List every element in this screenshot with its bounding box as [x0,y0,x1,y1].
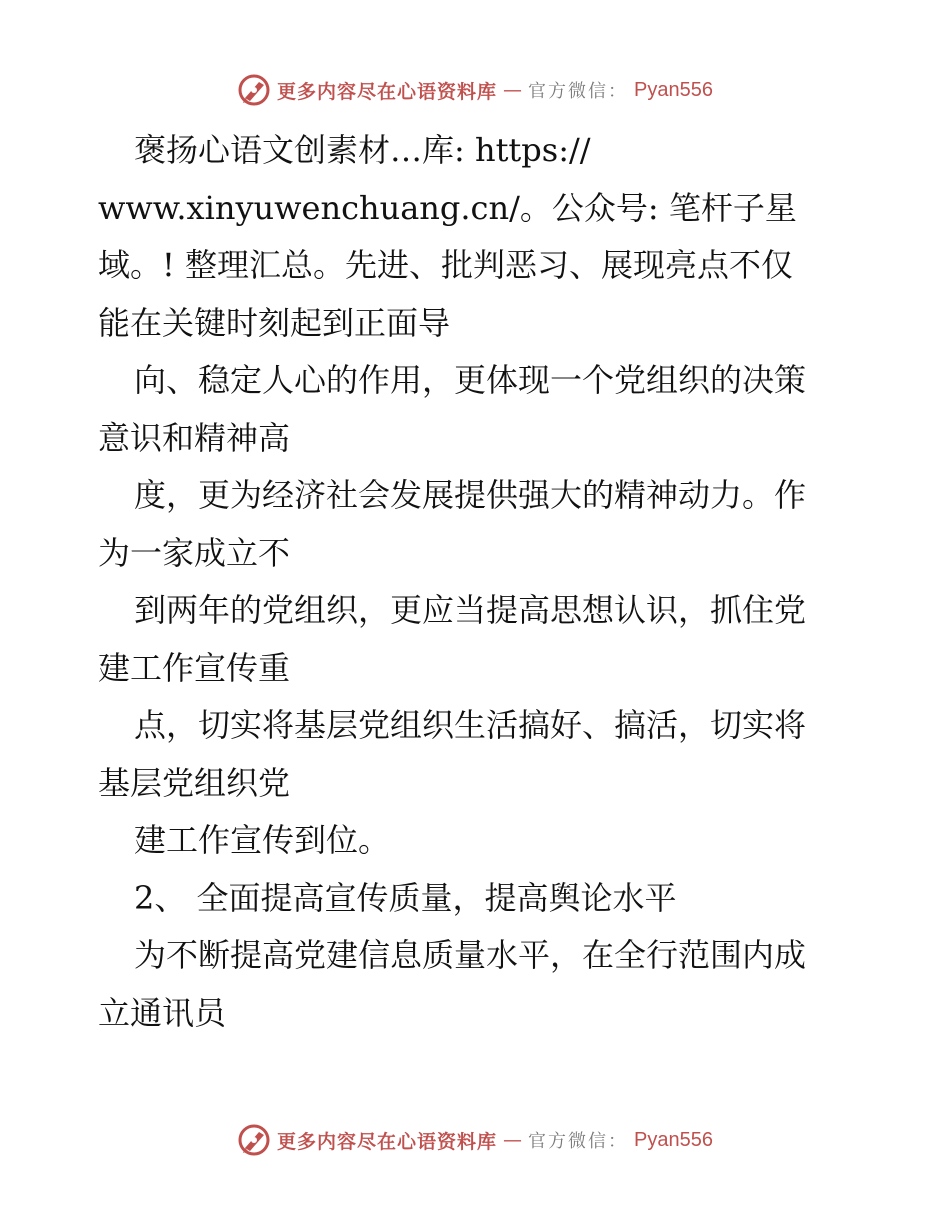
body-line-2: www.xinyuwenchuang.cn/。公众号: 笔杆子星 [98,188,797,227]
header-banner-text: 更多内容尽在心语资料库 [277,80,498,103]
body-line-4: 能在关键时刻起到正面导 [98,303,451,342]
pen-logo-icon [237,73,271,107]
body-line-1: 褒扬心语文创素材…库: https:// [134,131,591,169]
body-line-10: 建工作宣传重 [98,648,291,687]
body-line-13: 建工作宣传到位。 [134,821,391,859]
header-banner-content [237,73,713,107]
body-line-7: 度，更为经济社会发展提供强大的精神动力。作 [134,476,807,514]
footer-wechat-id: Pyan556 [634,1128,713,1151]
header-wechat-id: Pyan556 [634,78,713,101]
footer-banner [0,1120,950,1160]
header-banner [0,70,950,110]
body-line-15: 为不断提高党建信息质量水平，在全行范围内成 [134,936,807,974]
section-heading: 2、 全面提高宣传质量，提高舆论水平 [134,878,677,917]
body-line-9: 到两年的党组织，更应当提高思想认识，抓住党 [134,591,807,629]
body-line-6: 意识和精神高 [98,418,291,457]
header-banner-dash: — [503,79,523,101]
body-line-5: 向、稳定人心的作用，更体现一个党组织的决策 [134,361,807,399]
footer-banner-content [237,1123,713,1157]
footer-banner-dash: — [503,1129,523,1151]
footer-banner-text: 更多内容尽在心语资料库 [277,1130,498,1153]
body-line-12: 基层党组织党 [98,763,291,802]
footer-wechat-label: 官方微信： [528,1131,629,1152]
body-line-16: 立通讯员 [98,993,227,1032]
body-line-11: 点，切实将基层党组织生活搞好、搞活，切实将 [134,706,807,744]
body-line-8: 为一家成立不 [98,533,291,572]
body-line-3: 域。! 整理汇总。先进、批判恶习、展现亮点不仅 [98,246,794,284]
header-wechat-label: 官方微信： [528,81,629,102]
pen-logo-icon [237,1123,271,1157]
document-body [98,122,858,1042]
